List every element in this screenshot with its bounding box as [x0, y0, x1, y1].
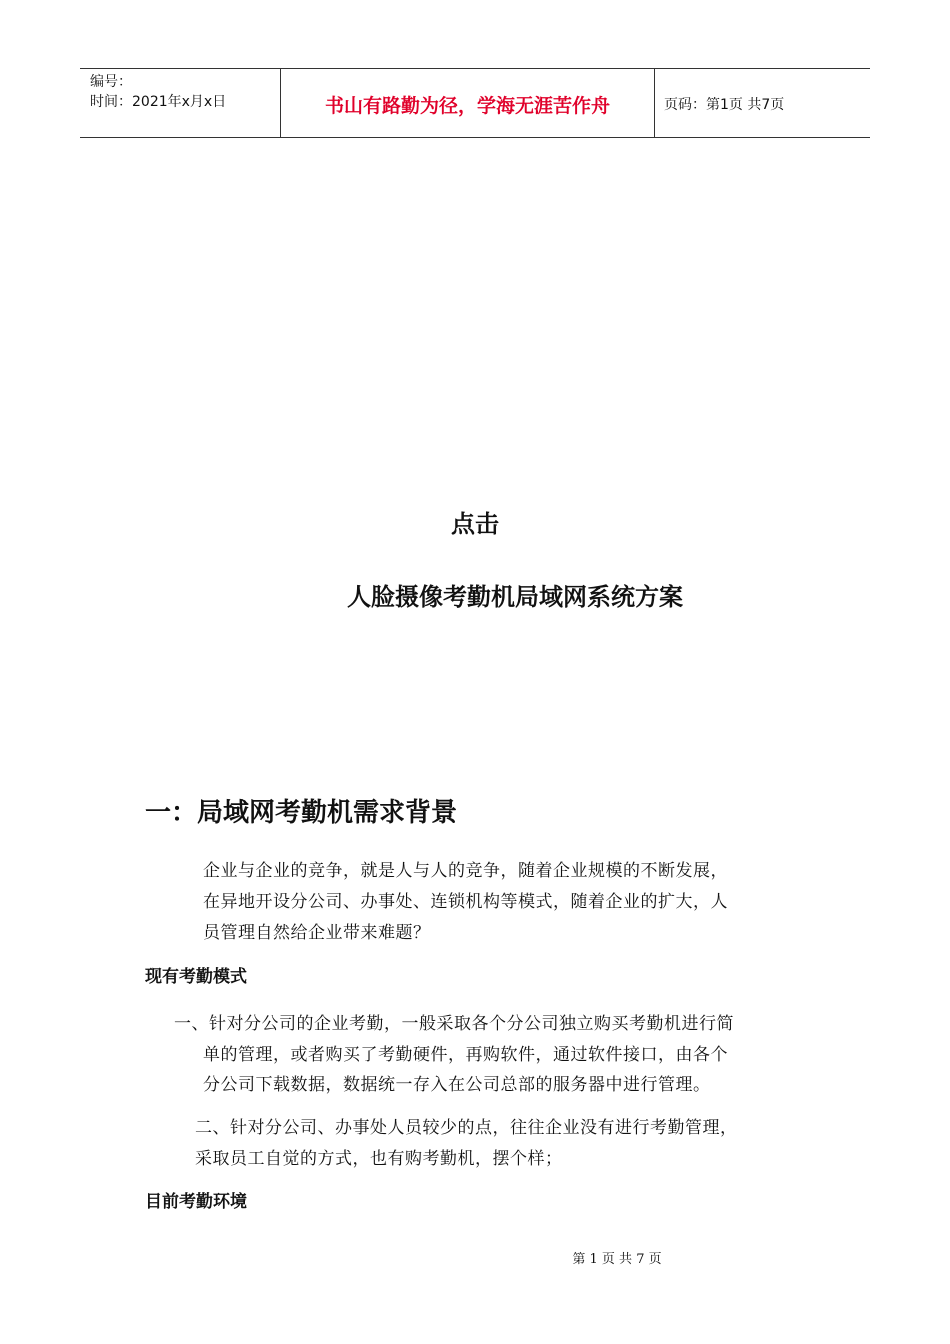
header-page-number: 页码：第1页 共7页	[664, 97, 785, 113]
header-page-cell	[654, 69, 870, 137]
paragraph-line: 在异地开设分公司、办事处、连锁机构等模式，随着企业的扩大，人	[203, 892, 728, 912]
document-header	[80, 68, 870, 138]
list-item-line: 单的管理，或者购买了考勤硬件，再购软件，通过软件接口，由各个	[203, 1045, 728, 1065]
subheading-current-mode: 现有考勤模式	[145, 967, 247, 987]
header-motto-cell	[280, 69, 655, 137]
title-line-1: 点击	[451, 510, 499, 538]
header-motto: 书山有路勤为径，学海无涯苦作舟	[324, 95, 610, 117]
subheading-current-environment: 目前考勤环境	[145, 1192, 247, 1212]
document-date-label: 时间：2021年x月x日	[90, 94, 227, 110]
paragraph-line: 员管理自然给企业带来难题？	[203, 923, 431, 943]
list-item-line: 分公司下载数据，数据统一存入在公司总部的服务器中进行管理。	[203, 1075, 711, 1095]
page-footer: 第 1 页 共 7 页	[572, 1252, 662, 1267]
list-item-line: 一、针对分公司的企业考勤，一般采取各个分公司独立购买考勤机进行简	[174, 1014, 734, 1034]
section-heading: 一：局域网考勤机需求背景	[145, 798, 458, 828]
paragraph-line: 企业与企业的竞争，就是人与人的竞争，随着企业规模的不断发展，	[203, 861, 728, 881]
list-item-line: 二、针对分公司、办事处人员较少的点，往往企业没有进行考勤管理，	[195, 1118, 738, 1138]
document-title: 人脸摄像考勤机局域网系统方案	[347, 583, 683, 611]
header-meta-cell	[80, 69, 280, 137]
list-item-line: 采取员工自觉的方式，也有购考勤机，摆个样；	[195, 1149, 563, 1169]
document-number-label: 编号：	[90, 74, 132, 90]
